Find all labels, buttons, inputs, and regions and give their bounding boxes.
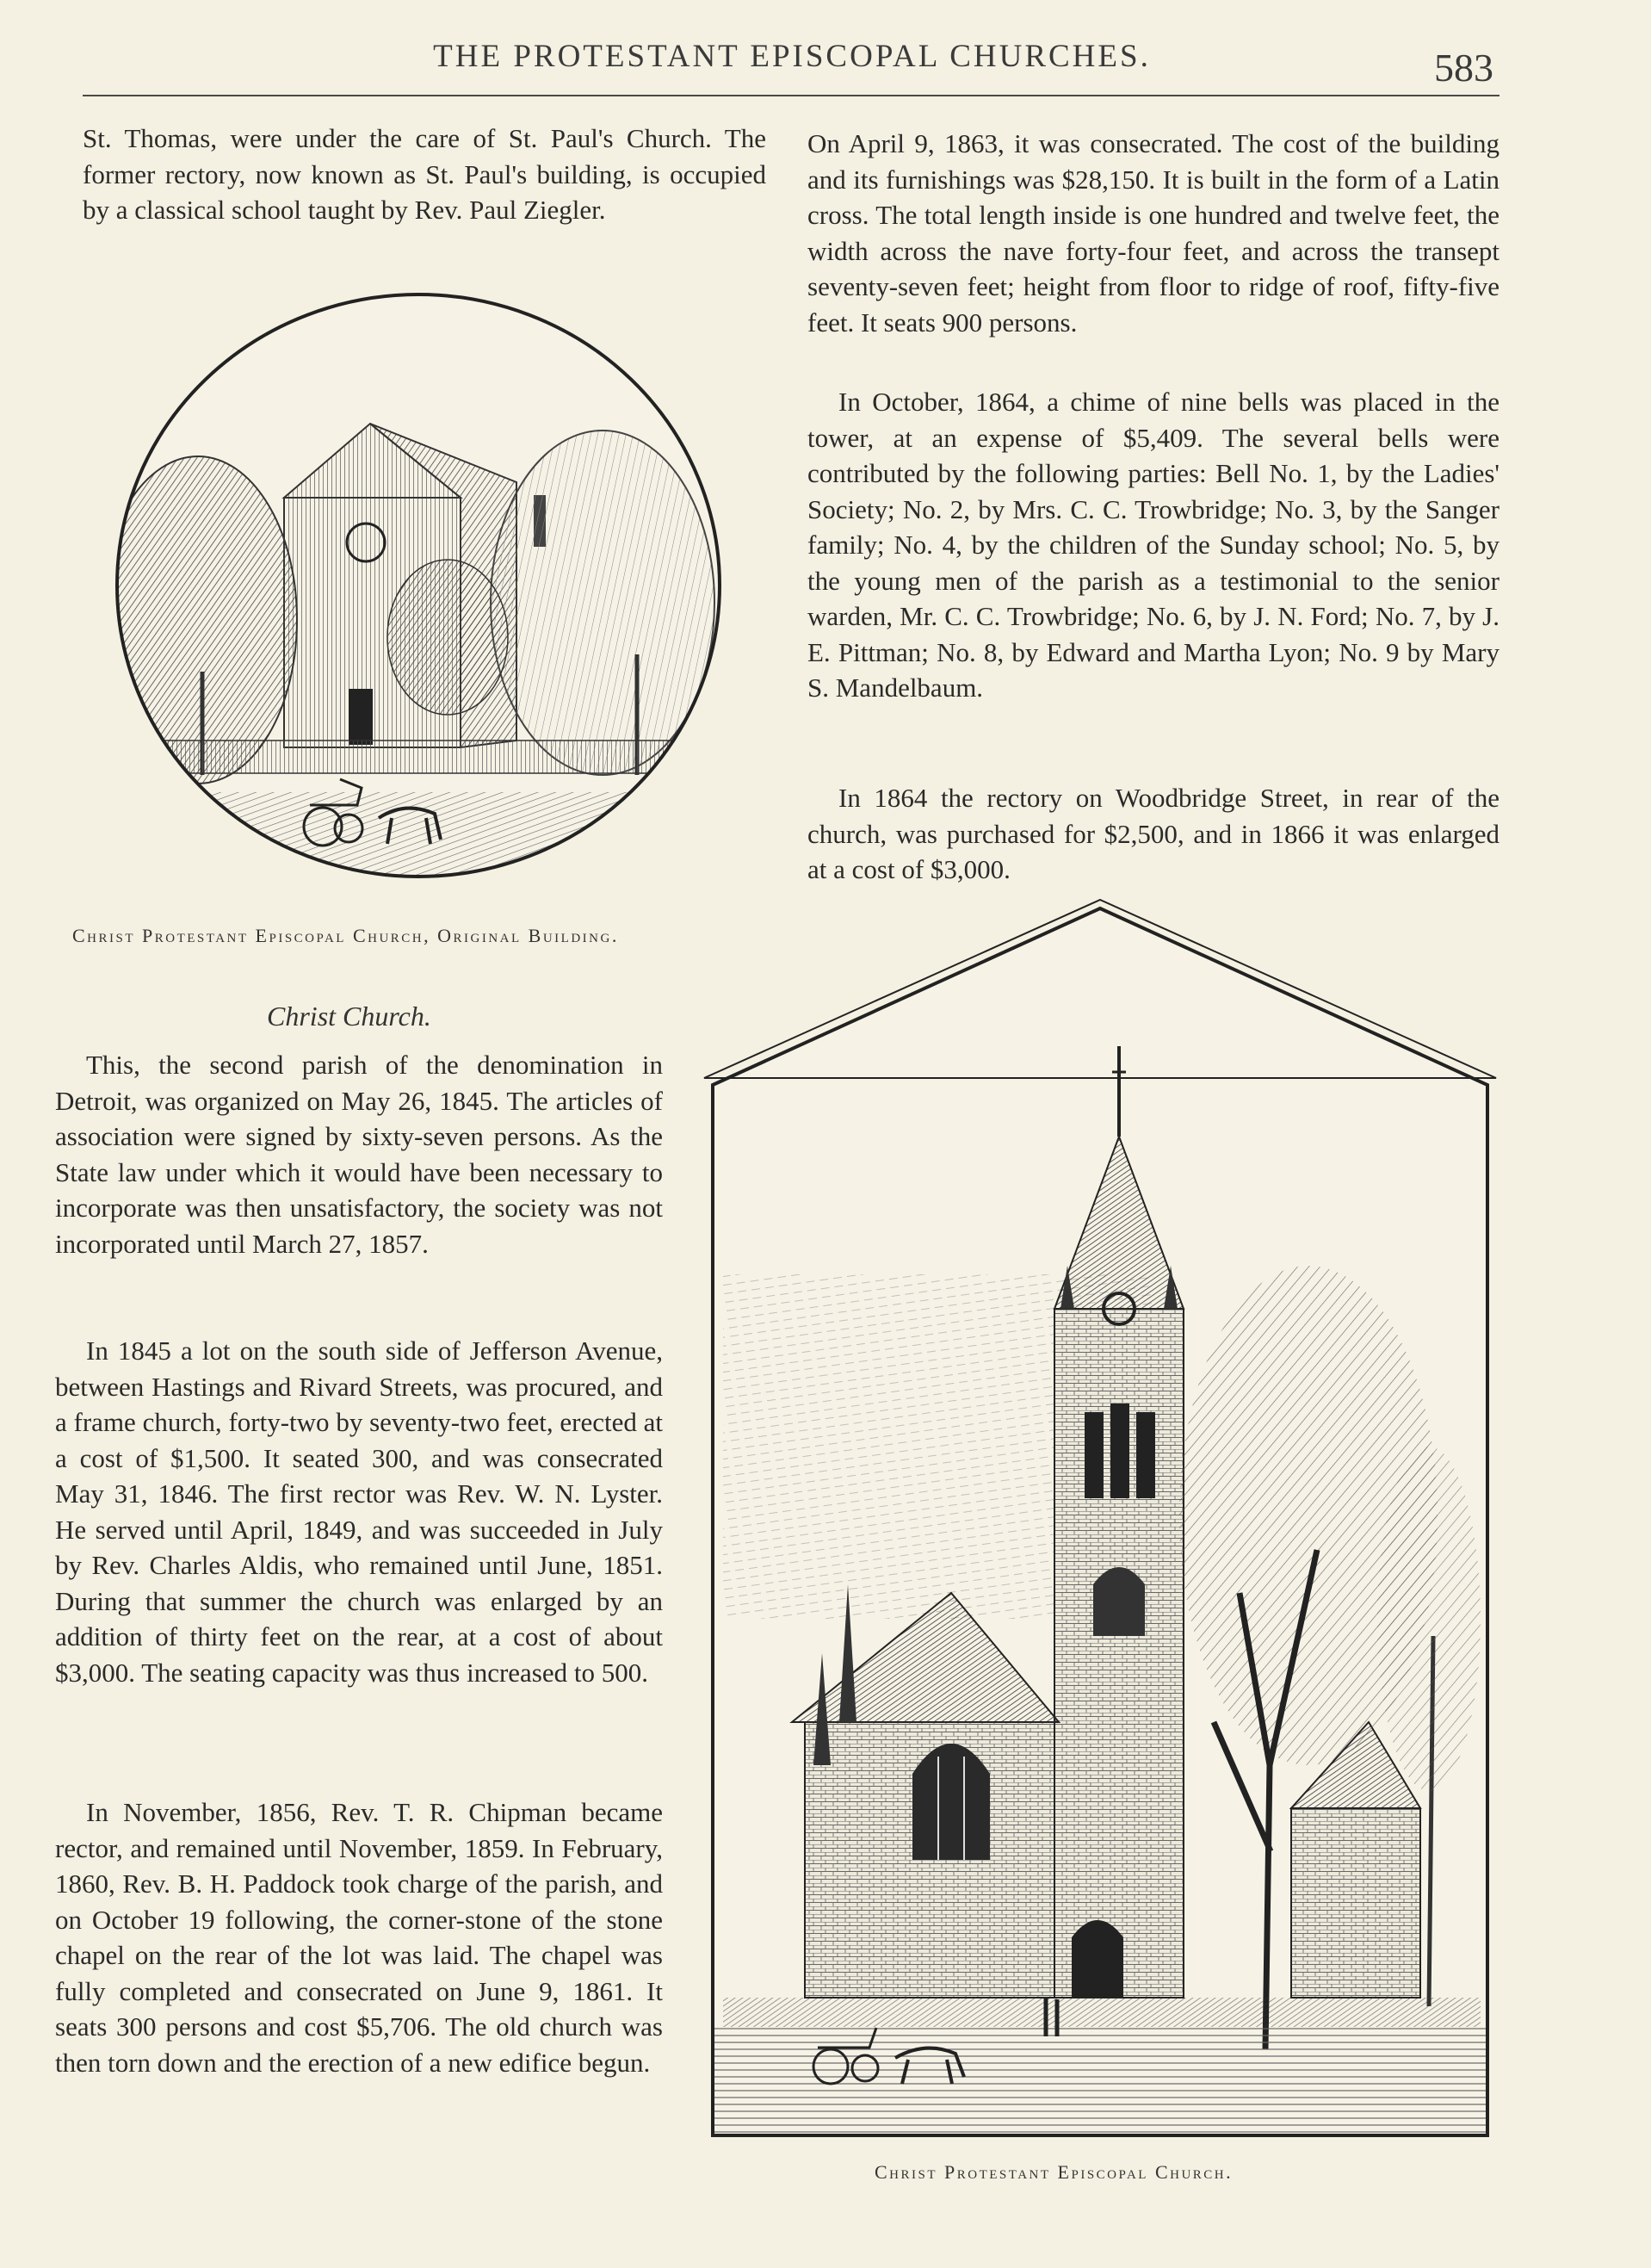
- street: [713, 2027, 1487, 2135]
- running-head: THE PROTESTANT EPISCOPAL CHURCHES.: [433, 39, 1151, 74]
- right-para-2: In October, 1864, a chime of nine bells was placed in the tower, at an expense of $5,409. The several bells were contributed by the following parties: Bell No. 1, by the Ladies' Society; No. 2, by Mrs. C. C. Trowbridge; No. 3, by the Sanger family; No. 4, by the children of the Sunday school; No. 5, by the young men of the parish as a testimonial to the senior warden, Mr. C. C. Trowbridge; No. 6, by J. N. Ford; No. 7, by J. E. Pittman; No. 8, by Edward and Martha Lyon; No. 9 by Mary S. Mandelbaum.: [807, 387, 1500, 703]
- entrance-arch: [1072, 1920, 1123, 1998]
- figure1-caption: Christ Protestant Episcopal Church, Original Building.: [72, 925, 619, 946]
- christ-church-para-1: This, the second parish of the denomination in Detroit, was organized on May 26, 1845. The articles of association were signed by sixty-seven persons. As the State law under which it would have been necessary to incorporate was then unsatisfactory, the society was not incorporated until March 27, 1857.: [55, 1050, 663, 1259]
- belfry-window: [1085, 1412, 1104, 1498]
- stone-church-engraving: [713, 908, 1487, 2135]
- section-heading: Christ Church.: [267, 1001, 431, 1032]
- christ-church-para-2: In 1845 a lot on the south side of Jefferson Avenue, between Hastings and Rivard Streets, was procured, and a frame church, forty-two by seventy-two feet, erected at a cost of $1,500. It seated 300, and was consecrated May 31, 1846. The first rector was Rev. W. N. Lyster. He served until April, 1849, and was succeeded in July by Rev. Charles Aldis, who remained until June, 1851. During that summer the church was enlarged by an addition of thirty feet on the rear, at a cost of about $3,000. The seating capacity was thus increased to 500.: [55, 1335, 663, 1688]
- figure2-caption: Christ Protestant Episcopal Church.: [875, 2161, 1234, 2183]
- side-chapel: [1291, 1808, 1420, 1998]
- right-para-1: On April 9, 1863, it was consecrated. The cost of the building and its furnishings was $28,150. It is built in the form of a Latin cross. The total length inside is one hundred and twelve feet, the width across the nave forty-four feet, and across the transept seventy-seven feet; height from floor to ridge of roof, fifty-five feet. It seats 900 persons.: [807, 128, 1500, 338]
- intro-paragraph: St. Thomas, were under the care of St. Paul's Church. The former rectory, now known as St. Paul's building, is occupied by a classical school taught by Rev. Paul Ziegler.: [83, 123, 766, 225]
- page-number: 583: [1434, 46, 1493, 90]
- christ-church-para-3: In November, 1856, Rev. T. R. Chipman became rector, and remained until November, 1859. In February, 1860, Rev. B. H. Paddock took charge of the parish, and on October 19 following, the corner-stone of the stone chapel on the rear of the lot was laid. The chapel was fully completed and consecrated on June 9, 1861. It seats 300 persons and cost $5,706. The old church was then torn down and the erection of a new edifice begun.: [55, 1797, 663, 2078]
- right-para-3: In 1864 the rectory on Woodbridge Street, in rear of the church, was purchased for $2,500, and in 1866 it was enlarged at a cost of $3,000.: [807, 783, 1500, 884]
- gothic-window: [912, 1744, 990, 1860]
- iron-fence: [723, 1998, 1481, 2027]
